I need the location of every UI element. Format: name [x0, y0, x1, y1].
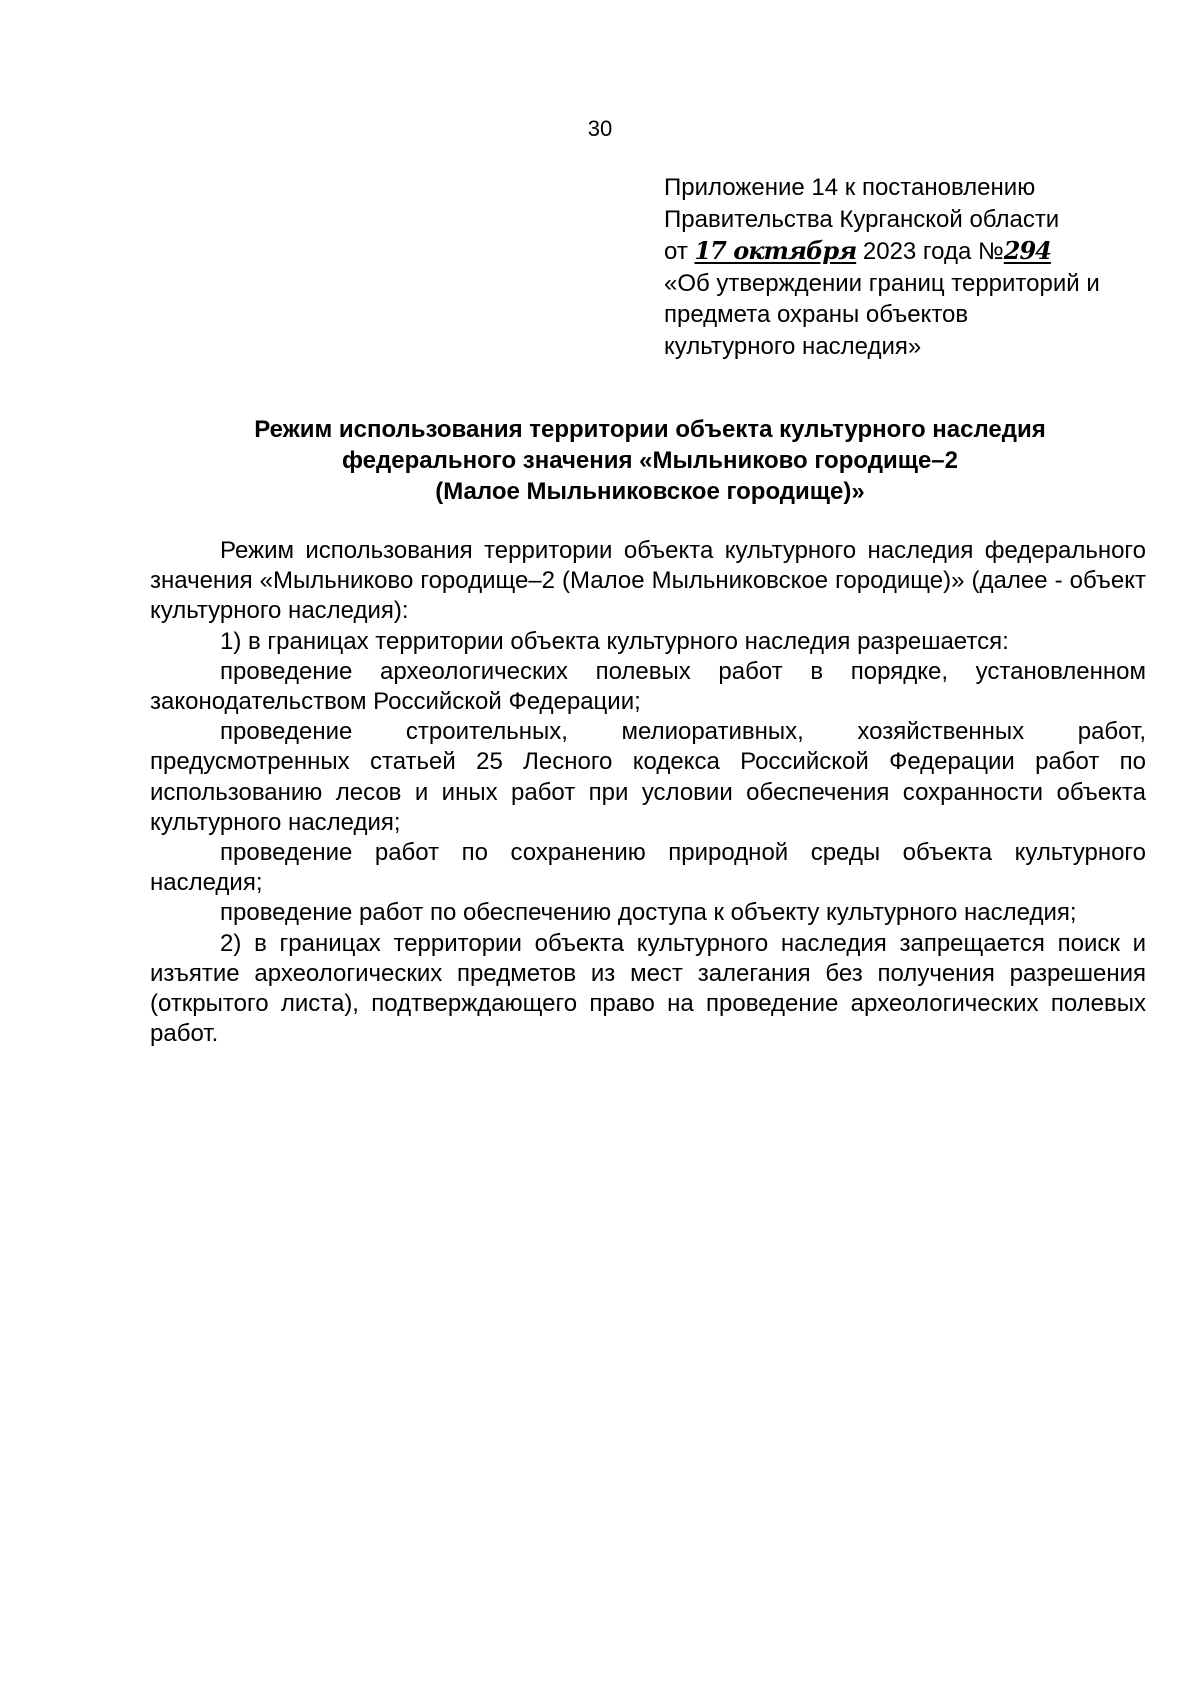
- appendix-line-1: Приложение 14 к постановлению: [664, 174, 1036, 201]
- appendix-line-6: культурного наследия»: [664, 332, 922, 360]
- page-number: 30: [587, 116, 613, 141]
- title-line-2: федерального значения «Мыльниково городище–2: [342, 447, 958, 474]
- paragraph-archaeological-works: проведение археологических полевых работ в порядке, установленном законодательством Российской Федерации;: [150, 657, 1146, 716]
- paragraph-construction-works: проведение строительных, мелиоративных, хозяйственных работ, предусмотренных статьей 25 Лесного кодекса Российской Федерации работ по использованию лесов и иных работ при условии обеспечения сохранности объекта культурного наследия;: [150, 718, 1146, 836]
- appendix-line-2: Правительства Курганской области: [664, 205, 1060, 233]
- number-prefix: №: [978, 238, 1004, 265]
- title-line-3: (Малое Мыльниковское городище)»: [435, 478, 865, 505]
- paragraph-access-works: проведение работ по обеспечению доступа к объекту культурного наследия;: [220, 899, 1077, 927]
- handwritten-number: 294: [1003, 236, 1051, 265]
- paragraph-nature-preservation: проведение работ по сохранению природной среды объекта культурного наследия;: [150, 839, 1146, 897]
- document-body: [150, 536, 1146, 1049]
- date-prefix: от: [664, 238, 688, 265]
- paragraph-allowed-heading: 1) в границах территории объекта культурного наследия разрешается:: [220, 627, 1009, 655]
- paragraph-prohibited: 2) в границах территории объекта культурного наследия запрещается поиск и изъятие археологических предметов из мест залегания без получения разрешения (открытого листа), подтверждающего право на проведение археологических полевых работ.: [150, 929, 1146, 1048]
- document-title: [140, 414, 1160, 507]
- appendix-block: [664, 172, 1184, 362]
- handwritten-date: 17 октября: [694, 236, 857, 265]
- appendix-date-line: [664, 235, 1184, 268]
- paragraph-intro: Режим использования территории объекта культурного наследия федерального значения «Мыльниково городище–2 (Малое Мыльниковское городище)» (далее - объект культурного наследия):: [150, 537, 1146, 625]
- year-text: 2023 года: [862, 238, 972, 265]
- appendix-line-5: предмета охраны объектов: [664, 301, 969, 328]
- title-line-1: Режим использования территории объекта культурного наследия: [254, 416, 1046, 443]
- appendix-line-4: «Об утверждении границ территорий и: [664, 269, 1100, 297]
